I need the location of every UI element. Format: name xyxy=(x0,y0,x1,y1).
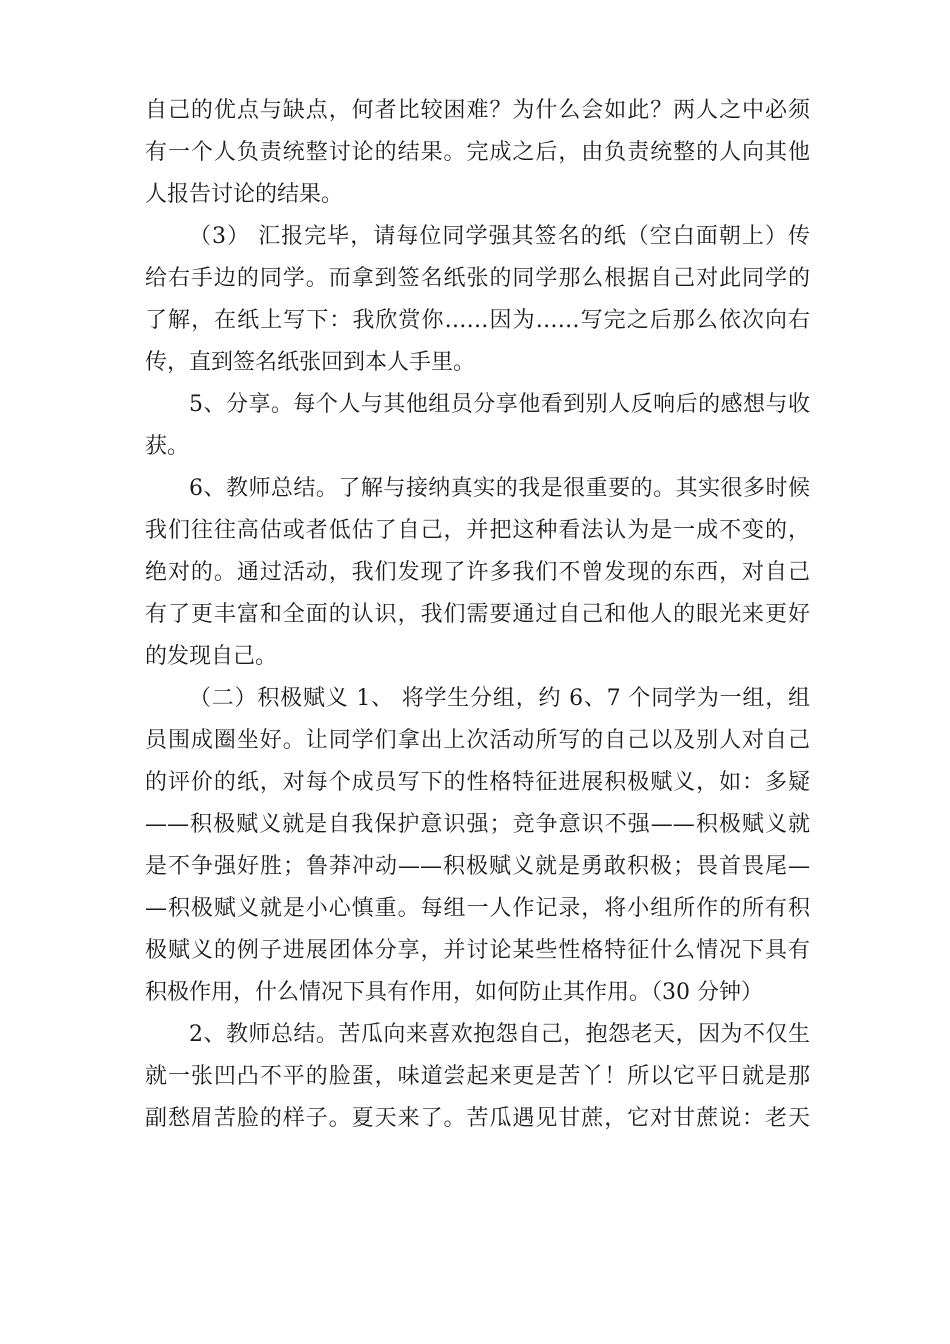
text-line: 的评价的纸，对每个成员写下的性格特征进展积极赋义，如：多疑 xyxy=(145,770,810,795)
text-line: 的发现自己。 xyxy=(145,644,278,669)
text-line: —积极赋义就是小心慎重。每组一人作记录，将小组所作的所有积 xyxy=(145,896,810,921)
text-line: 自己的优点与缺点，何者比较困难？为什么会如此？两人之中必须 xyxy=(145,98,810,123)
text-line: 人报告讨论的结果。 xyxy=(145,182,344,207)
body-text xyxy=(145,90,810,1140)
text-line: ——积极赋义就是自我保护意识强；竞争意识不强——积极赋义就 xyxy=(145,812,810,837)
paragraph xyxy=(145,90,810,216)
text-line: 就一张凹凸不平的脸蛋，味道尝起来更是苦丫！所以它平日就是那 xyxy=(145,1064,810,1089)
text-line: 积极作用，什么情况下具有作用，如何防止其作用。（30 分钟） xyxy=(145,980,763,1005)
text-line: 了解，在纸上写下：我欣赏你……因为……写完之后那么依次向右 xyxy=(145,308,810,333)
text-line: 是不争强好胜；鲁莽冲动——积极赋义就是勇敢积极；畏首畏尾— xyxy=(145,854,810,879)
text-line: 员围成圈坐好。让同学们拿出上次活动所写的自己以及别人对自己 xyxy=(145,728,810,753)
text-line: 有了更丰富和全面的认识，我们需要通过自己和他人的眼光来更好 xyxy=(145,602,810,627)
text-line: 6、教师总结。了解与接纳真实的我是很重要的。其实很多时候 xyxy=(189,476,810,501)
text-line: 传，直到签名纸张回到本人手里。 xyxy=(145,350,476,375)
paragraph xyxy=(145,384,810,468)
text-line: （二）积极赋义 1、 将学生分组，约 6、7 个同学为一组，组 xyxy=(189,686,810,711)
text-line: 给右手边的同学。而拿到签名纸张的同学那么根据自己对此同学的 xyxy=(145,266,810,291)
paragraph xyxy=(145,678,810,1014)
text-line: 2、教师总结。苦瓜向来喜欢抱怨自己，抱怨老天，因为不仅生 xyxy=(189,1022,810,1047)
paragraph xyxy=(145,468,810,678)
text-line: 副愁眉苦脸的样子。夏天来了。苦瓜遇见甘蔗，它对甘蔗说：老天 xyxy=(145,1106,810,1131)
text-line: 获。 xyxy=(145,434,190,459)
text-line: 绝对的。通过活动，我们发现了许多我们不曾发现的东西，对自己 xyxy=(145,560,810,585)
text-line: 我们往往高估或者低估了自己，并把这种看法认为是一成不变的， xyxy=(145,518,810,543)
text-line: （3） 汇报完毕，请每位同学强其签名的纸（空白面朝上）传 xyxy=(189,224,810,249)
paragraph xyxy=(145,216,810,384)
paragraph xyxy=(145,1014,810,1140)
text-line: 极赋义的例子进展团体分享，并讨论某些性格特征什么情况下具有 xyxy=(145,938,810,963)
text-line: 5、分享。每个人与其他组员分享他看到别人反响后的感想与收 xyxy=(189,392,810,417)
text-line: 有一个人负责统整讨论的结果。完成之后，由负责统整的人向其他 xyxy=(145,140,810,165)
